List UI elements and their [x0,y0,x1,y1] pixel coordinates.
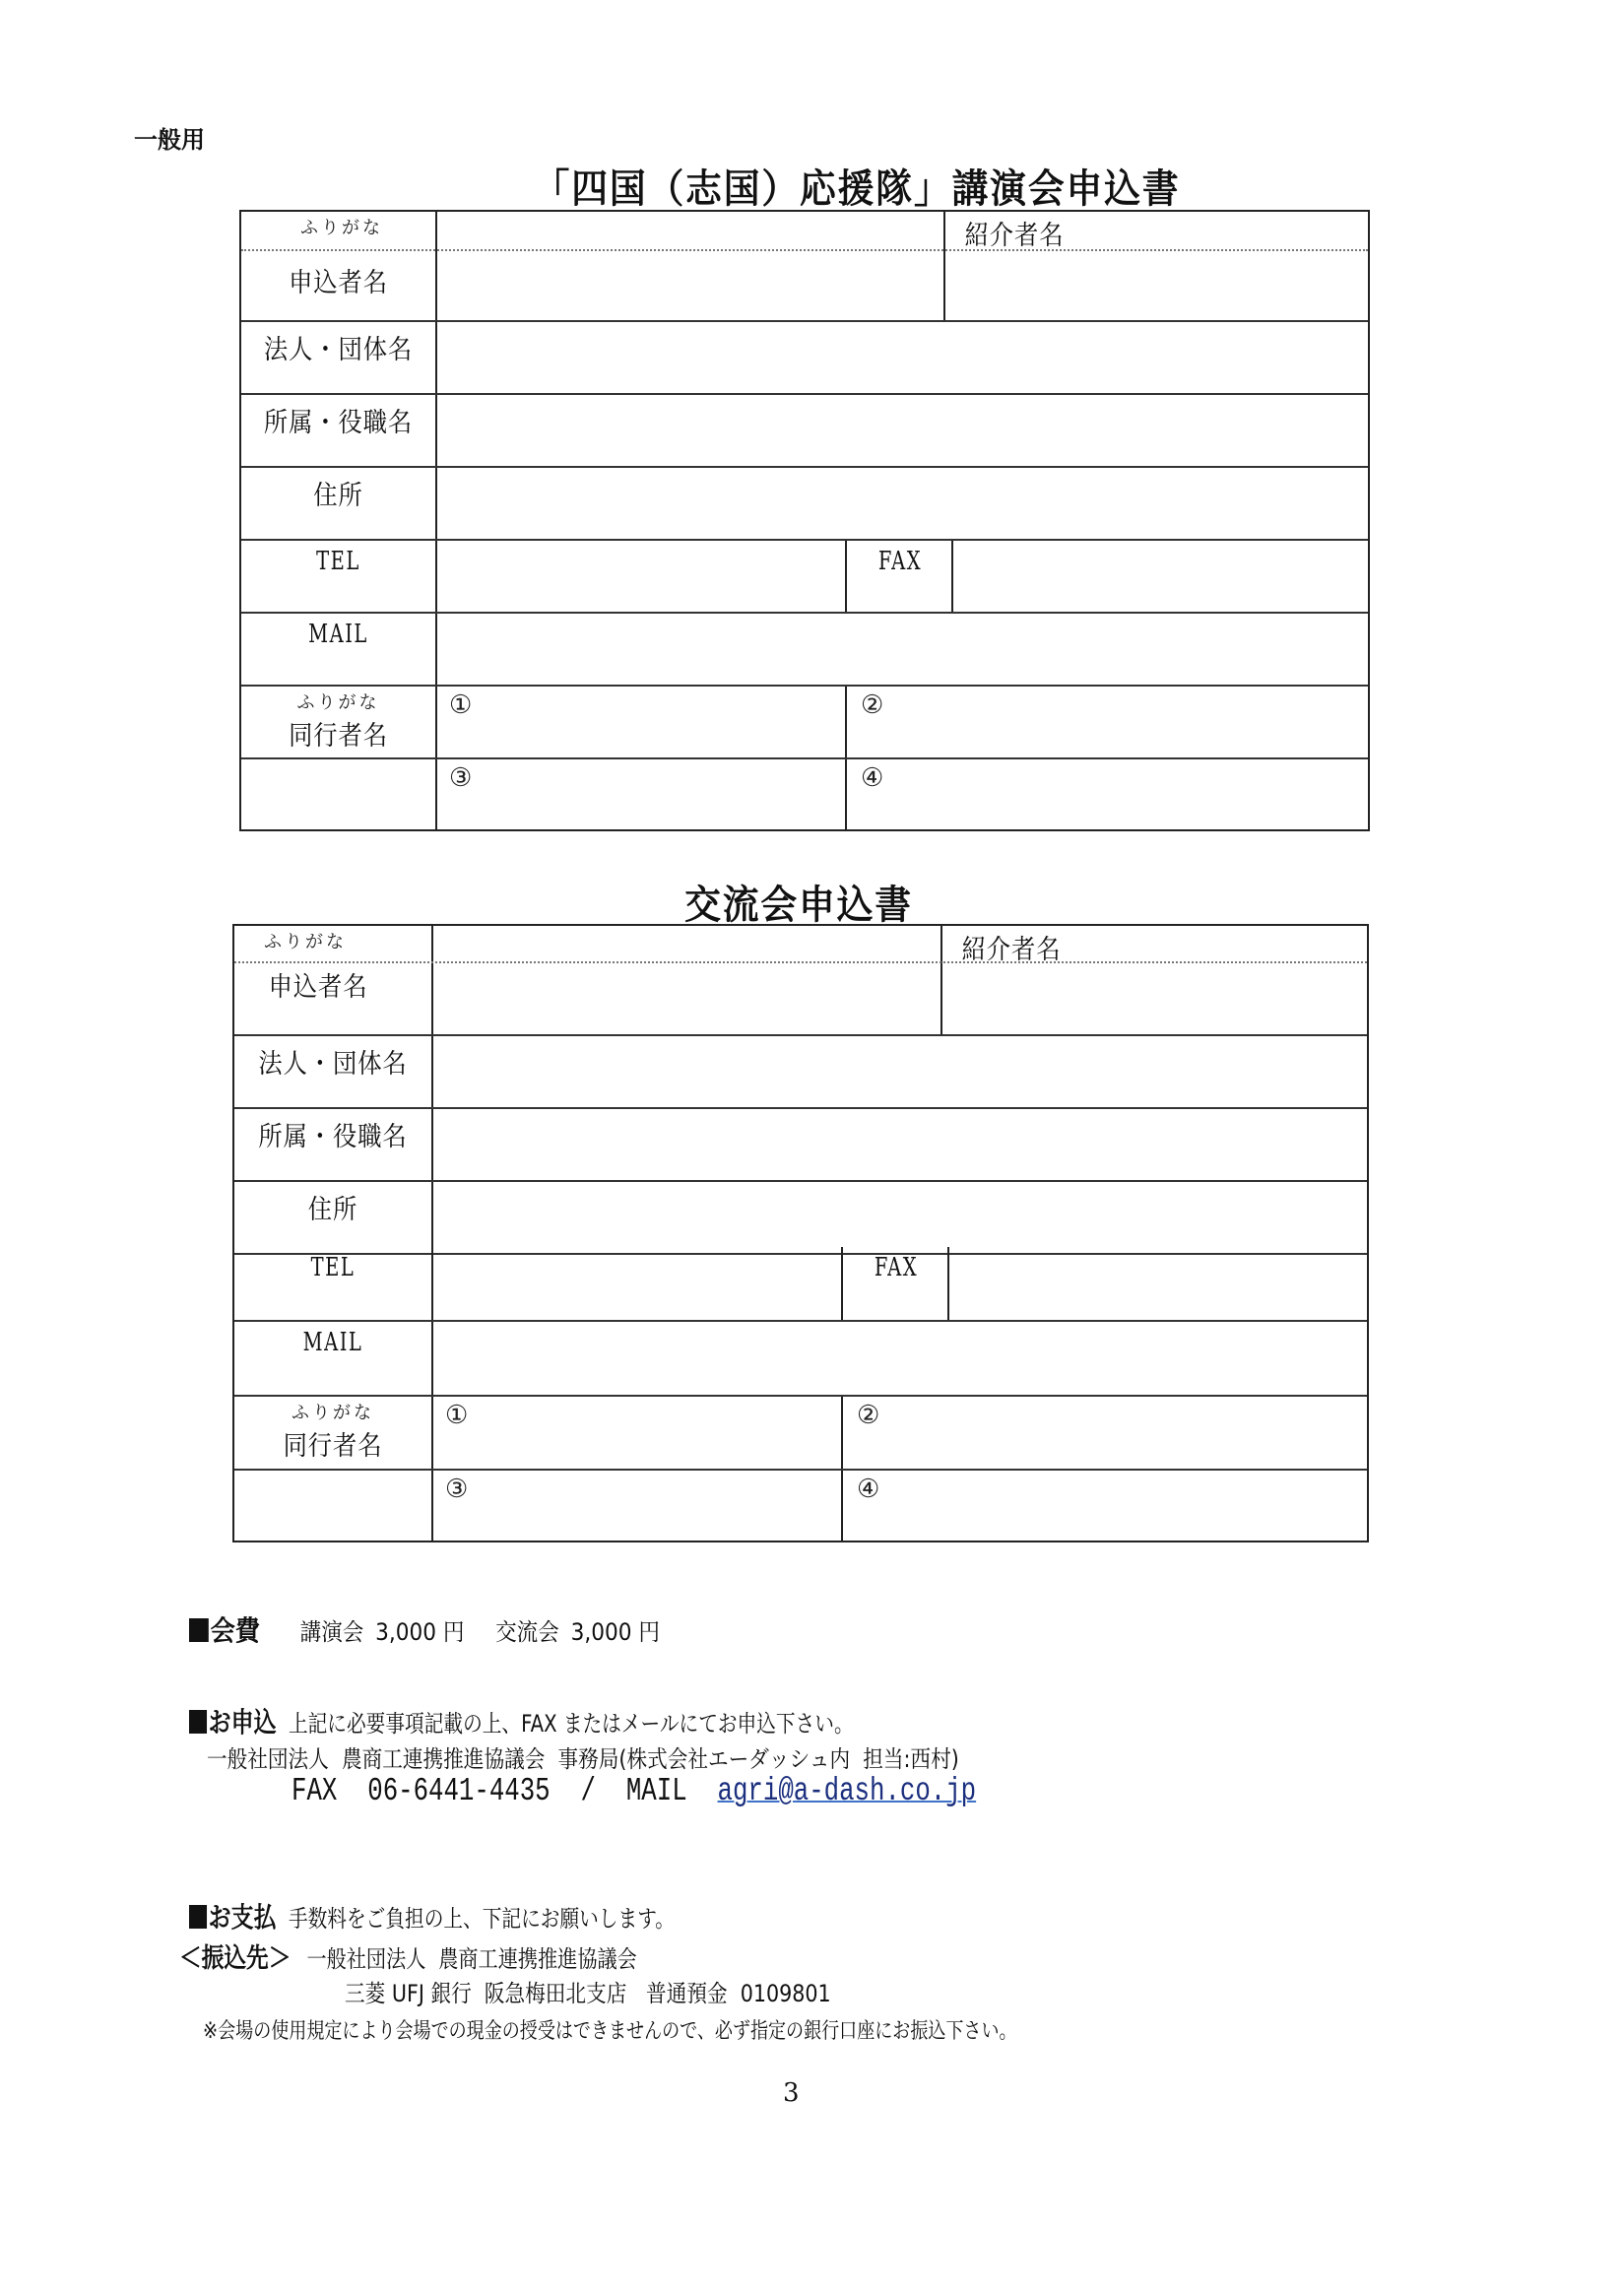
corporation-row [241,322,1368,395]
fax-label: FAX [874,1253,919,1282]
companion-label: 同行者名 [283,1431,383,1462]
tel-label: TEL [310,1253,356,1282]
payment-heading: お支払 [208,1901,277,1934]
tel-fax-row [241,541,1368,614]
payment-note: ※会場の使用規定により会場での現金の授受はできませんので、必ず指定の銀行口座にお振込下さい。 [203,2019,1017,2044]
application-heading: お申込 [208,1706,277,1738]
companion-field-2[interactable] [841,1397,1367,1469]
companion-row-1 [234,1397,1367,1471]
companion-row-2 [234,1471,1367,1541]
companion-number-1: ① [445,1401,469,1430]
mail-field[interactable] [431,1322,1367,1395]
companion-number-2: ② [861,690,884,720]
organization-info: 一般社団法人 農商工連携推進協議会 事務局(株式会社エーダッシュ内 担当:西村) [207,1745,959,1773]
address-field[interactable] [435,468,1368,539]
fee-heading: 会費 [210,1614,261,1647]
bullet-square-icon [189,1905,207,1929]
fax-label: FAX [292,1773,338,1809]
corporation-label: 法人・団体名 [258,1049,408,1080]
companion-field-3[interactable] [435,759,845,831]
department-label: 所属・役職名 [263,408,414,438]
companion-field-4[interactable] [845,759,1368,831]
companion-field-2[interactable] [845,687,1368,757]
mail-field[interactable] [435,614,1368,685]
applicant-row [241,212,1368,322]
companion-field-3[interactable] [431,1471,841,1541]
bullet-square-icon [189,1710,207,1734]
fax-field[interactable] [947,1247,1367,1320]
fee-section [189,1609,660,1649]
usage-category-label: 一般用 [134,126,205,154]
companion-number-4: ④ [861,763,884,793]
exchange-fee-amount: 3,000 円 [570,1618,660,1646]
applicant-label-cell [241,212,435,320]
companion-number-3: ③ [449,763,473,793]
bullet-square-icon [189,1618,209,1642]
introducer-field[interactable] [943,212,1368,320]
mail-label: MAIL [625,1773,687,1809]
contact-line [292,1773,976,1809]
corporation-field[interactable] [431,1036,1367,1107]
department-label: 所属・役職名 [258,1122,408,1152]
introducer-field[interactable] [940,926,1367,1034]
transfer-destination-label: ＜振込先＞ [179,1943,292,1974]
applicant-label: 申込者名 [268,972,368,1003]
mail-label: MAIL [302,1328,363,1357]
companion-furigana-label: ふりがな [296,692,380,713]
companion-furigana-label: ふりがな [292,1403,374,1423]
companion-field-1[interactable] [435,687,845,757]
corporation-field[interactable] [435,322,1368,393]
address-row [241,468,1368,541]
fax-field[interactable] [951,541,1368,612]
address-label: 住所 [313,481,363,511]
companion-label: 同行者名 [289,721,388,752]
furigana-divider [241,249,1368,251]
contact-separator: / [580,1773,596,1809]
application-section [189,1701,854,1740]
payment-instructions: 手数料をご負担の上、下記にお願いします。 [288,1905,675,1933]
applicant-name-field[interactable] [431,926,940,1034]
department-row [241,395,1368,468]
introducer-label: 紹介者名 [964,221,1065,251]
furigana-label: ふりがな [300,218,383,238]
companion-number-4: ④ [857,1475,880,1504]
exchange-form-title: 交流会申込書 [684,883,913,928]
applicant-name-field[interactable] [435,212,943,320]
companion-number-2: ② [857,1401,880,1430]
companion-number-3: ③ [445,1475,469,1504]
fax-label: FAX [877,547,923,576]
payee-name: 一般社団法人 農商工連携推進協議会 [306,1945,637,1973]
applicant-row [234,926,1367,1036]
exchange-application-form [232,924,1369,1542]
furigana-label: ふりがな [264,932,347,952]
companion-number-1: ① [449,690,473,720]
transfer-destination [179,1936,637,1975]
department-row [234,1109,1367,1182]
applicant-label: 申込者名 [289,268,388,298]
department-field[interactable] [435,395,1368,466]
mail-row [241,614,1368,687]
address-label: 住所 [307,1195,358,1225]
fax-number: 06-6441-4435 [367,1773,551,1809]
tel-label: TEL [316,547,360,576]
tel-field[interactable] [435,541,845,612]
lecture-form-title: 「四国（志国）応援隊」講演会申込書 [533,166,1181,212]
companion-field-1[interactable] [431,1397,841,1469]
introducer-label: 紹介者名 [961,935,1062,965]
lecture-fee-label: 講演会 [299,1618,364,1646]
tel-fax-row [234,1247,1367,1322]
address-row [234,1182,1367,1255]
address-field[interactable] [431,1182,1367,1253]
lecture-fee-amount: 3,000 円 [375,1618,465,1646]
bank-account-info: 三菱 UFJ 銀行 阪急梅田北支店 普通預金 0109801 [345,1980,831,2007]
corporation-row [234,1036,1367,1109]
page-number: 3 [783,2078,800,2108]
exchange-fee-label: 交流会 [495,1618,559,1646]
corporation-label: 法人・団体名 [263,335,414,365]
payment-section [189,1896,675,1935]
mail-label: MAIL [308,620,368,649]
mail-row [234,1322,1367,1397]
tel-field[interactable] [431,1247,841,1320]
department-field[interactable] [431,1109,1367,1180]
email-link[interactable]: agri@a-dash.co.jp [717,1773,977,1809]
application-instructions: 上記に必要事項記載の上、FAX またはメールにてお申込下さい。 [288,1710,854,1738]
companion-row-1 [241,687,1368,759]
companion-field-4[interactable] [841,1471,1367,1541]
lecture-application-form [239,210,1370,831]
companion-row-2 [241,759,1368,831]
furigana-divider [234,961,1367,963]
